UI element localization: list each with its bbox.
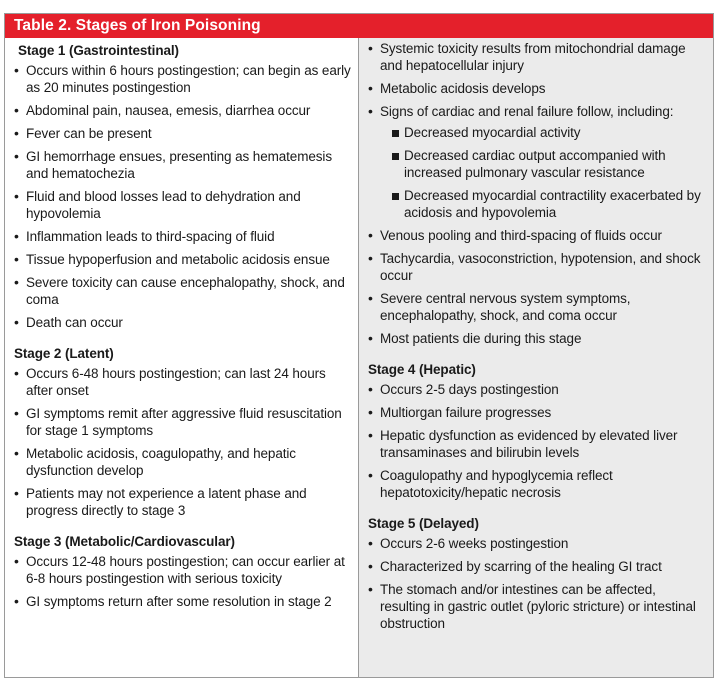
table-body <box>5 38 713 677</box>
list-item: • Occurs 2-6 weeks postingestion <box>368 535 707 552</box>
stage-4 <box>368 361 707 501</box>
stage-3-continued <box>368 40 707 347</box>
list-item: • Abdominal pain, nausea, emesis, diarrhea occur <box>14 102 352 119</box>
list-item: • Metabolic acidosis, coagulopathy, and hepatic dysfunction develop <box>14 445 352 479</box>
list-item: • Occurs 12-48 hours postingestion; can occur earlier at 6-8 hours postingestion with serious toxicity <box>14 553 352 587</box>
list-item: • Metabolic acidosis develops <box>368 80 707 97</box>
list-item: • Venous pooling and third-spacing of fluids occur <box>368 227 707 244</box>
sub-list-item: Decreased myocardial contractility exacerbated by acidosis and hypovolemia <box>380 187 707 221</box>
list-item: • Systemic toxicity results from mitochondrial damage and hepatocellular injury <box>368 40 707 74</box>
list-item: • Tissue hypoperfusion and metabolic acidosis ensue <box>14 251 352 268</box>
stage-4-heading: Stage 4 (Hepatic) <box>368 362 476 377</box>
stage-1-heading: Stage 1 (Gastrointestinal) <box>18 43 179 58</box>
list-item: • GI hemorrhage ensues, presenting as hematemesis and hematochezia <box>14 148 352 182</box>
stage-1-list <box>14 62 352 331</box>
list-item: • Occurs 6-48 hours postingestion; can last 24 hours after onset <box>14 365 352 399</box>
stage-2-heading: Stage 2 (Latent) <box>14 346 114 361</box>
sub-list-item: Decreased cardiac output accompanied with increased pulmonary vascular resistance <box>380 147 707 181</box>
iron-poisoning-table <box>4 13 714 678</box>
stage-1 <box>14 42 352 331</box>
cardiac-renal-sublist <box>380 124 707 221</box>
table-title: Table 2. Stages of Iron Poisoning <box>5 14 713 38</box>
right-column <box>359 38 713 677</box>
list-item <box>368 103 707 221</box>
stage-3-list <box>14 553 352 610</box>
list-item: • Most patients die during this stage <box>368 330 707 347</box>
list-item: • Fluid and blood losses lead to dehydration and hypovolemia <box>14 188 352 222</box>
list-item: • GI symptoms return after some resolution in stage 2 <box>14 593 352 610</box>
list-item: • Multiorgan failure progresses <box>368 404 707 421</box>
list-item: • Tachycardia, vasoconstriction, hypotension, and shock occur <box>368 250 707 284</box>
stage-4-list <box>368 381 707 501</box>
stage-2-list <box>14 365 352 519</box>
list-item: • The stomach and/or intestines can be affected, resulting in gastric outlet (pyloric stricture) or intestinal obstruction <box>368 581 707 632</box>
list-item: • Occurs 2-5 days postingestion <box>368 381 707 398</box>
left-column <box>5 38 358 677</box>
list-item: • Severe toxicity can cause encephalopathy, shock, and coma <box>14 274 352 308</box>
list-item: • Characterized by scarring of the healing GI tract <box>368 558 707 575</box>
stage-3 <box>14 533 352 610</box>
list-item: • Patients may not experience a latent phase and progress directly to stage 3 <box>14 485 352 519</box>
list-item: • Coagulopathy and hypoglycemia reflect hepatotoxicity/hepatic necrosis <box>368 467 707 501</box>
list-item: • Hepatic dysfunction as evidenced by elevated liver transaminases and bilirubin levels <box>368 427 707 461</box>
stage-3-continued-list <box>368 40 707 347</box>
sub-list-item: Decreased myocardial activity <box>380 124 707 141</box>
list-item: • Fever can be present <box>14 125 352 142</box>
stage-3-heading: Stage 3 (Metabolic/Cardiovascular) <box>14 534 235 549</box>
stage-5-heading: Stage 5 (Delayed) <box>368 516 479 531</box>
list-item: • Occurs within 6 hours postingestion; can begin as early as 20 minutes postingestion <box>14 62 352 96</box>
stage-2 <box>14 345 352 519</box>
list-item: • Death can occur <box>14 314 352 331</box>
list-item: • Inflammation leads to third-spacing of fluid <box>14 228 352 245</box>
list-item: • GI symptoms remit after aggressive fluid resuscitation for stage 1 symptoms <box>14 405 352 439</box>
stage-5-list <box>368 535 707 632</box>
list-item-text: Signs of cardiac and renal failure follow, including: <box>380 104 674 119</box>
list-item: • Severe central nervous system symptoms, encephalopathy, shock, and coma occur <box>368 290 707 324</box>
stage-5 <box>368 515 707 632</box>
